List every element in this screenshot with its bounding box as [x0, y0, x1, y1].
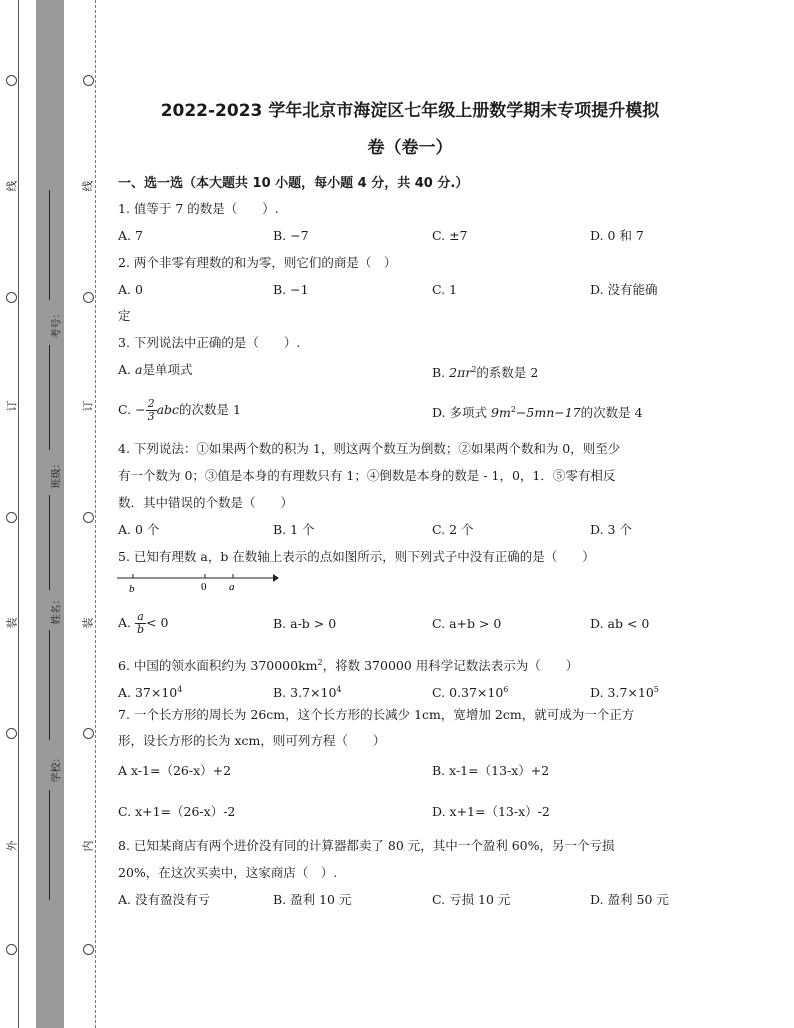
q2-option-d: D. 没有能确 — [590, 282, 658, 297]
exponent: 6 — [503, 685, 509, 694]
margin-char-nei: 内 — [81, 840, 95, 852]
option-label: D. 多项式 — [432, 405, 488, 421]
inner-dashed-line — [95, 0, 96, 1028]
section-heading: 一、选一选（本大题共 10 小题，每小题 4 分，共 40 分.） — [118, 176, 469, 191]
q4-option-d: D. 3 个 — [590, 522, 632, 537]
option-label: A. — [118, 362, 132, 377]
option-text: 是单项式 — [142, 362, 193, 377]
q7-line1: 7. 一个长方形的周长为 26cm，这个长方形的长减少 1cm，宽增加 2cm，就可成为一个正方 — [118, 707, 635, 722]
margin-char-xian: 线 — [81, 180, 95, 192]
name-label: 姓名： — [51, 594, 63, 625]
gray-binding-band — [36, 0, 64, 1028]
q1-option-d: D. 0 和 7 — [590, 228, 644, 243]
punch-hole — [83, 292, 94, 303]
punch-hole — [6, 292, 17, 303]
q6-stem — [118, 655, 578, 674]
q5-option-c: C. a+b > 0 — [432, 616, 502, 631]
punch-hole — [6, 512, 17, 523]
fraction — [135, 611, 146, 636]
exponent: 4 — [336, 685, 342, 694]
math-expression: abc — [156, 402, 180, 417]
q1-option-c: C. ±7 — [432, 228, 468, 243]
option-text: C. 0.37×10 — [432, 685, 504, 701]
outer-margin-line — [18, 0, 19, 1028]
q6-stem-text: 6. 中国的领水面积约为 370000km — [118, 658, 318, 674]
field-underline — [49, 190, 50, 300]
q3-option-d — [432, 402, 643, 421]
q4-line2: 有一个数为 0；③值是本身的有理数只有 1；④倒数是本身的数是 - 1，0，1．⑤零有相反 — [118, 468, 616, 483]
option-text: 的系数是 2 — [476, 365, 539, 381]
punch-hole — [83, 944, 94, 955]
page-title: 2022-2023 学年北京市海淀区七年级上册数学期末专项提升模拟 — [160, 101, 660, 121]
q6-stem-text-2: ，将数 370000 用科学记数法表示为（ ） — [322, 658, 579, 674]
fraction — [146, 398, 157, 423]
denominator: 3 — [147, 410, 155, 423]
denominator: b — [137, 623, 145, 636]
margin-char-zhuang: 装 — [5, 617, 19, 629]
q3-option-c — [118, 396, 241, 424]
q2-option-d-continued: 定 — [118, 308, 131, 323]
punch-hole — [6, 728, 17, 739]
margin-char-ding: 订 — [81, 400, 95, 412]
q3-option-b — [432, 362, 538, 381]
q8-option-a: A. 没有盈没有亏 — [118, 892, 210, 907]
q4-line3: 数．其中错误的个数是（ ） — [118, 495, 294, 510]
q1-option-a: A. 7 — [118, 228, 143, 243]
q7-option-a: A x-1=（26-x）+2 — [118, 763, 232, 778]
field-underline — [49, 630, 50, 740]
q4-option-a: A. 0 个 — [118, 522, 160, 537]
q1-stem: 1. 值等于 7 的数是（ ）. — [118, 201, 279, 216]
number-line-label-b: b — [129, 583, 135, 595]
punch-hole — [83, 512, 94, 523]
q8-option-b: B. 盈利 10 元 — [273, 892, 352, 907]
math-var: a — [135, 362, 143, 377]
option-text: < 0 — [146, 615, 169, 630]
number-line-label-zero: 0 — [201, 581, 207, 593]
exponent: 2 — [317, 658, 323, 667]
option-label: C. — [118, 402, 132, 417]
numerator: 2 — [147, 397, 155, 410]
class-label: 班级： — [51, 458, 63, 489]
q7-option-c: C. x+1=（26-x）-2 — [118, 804, 236, 819]
number-line-label-a: a — [229, 581, 235, 593]
margin-char-xian: 线 — [5, 180, 19, 192]
margin-char-zhuang: 装 — [81, 617, 95, 629]
q2-option-c: C. 1 — [432, 282, 458, 297]
q2-stem: 2. 两个非零有理数的和为零，则它们的商是（ ） — [118, 255, 397, 270]
q6-option-a — [118, 682, 182, 701]
q5-option-b: B. a-b > 0 — [273, 616, 337, 631]
math-expression: 2πr — [449, 365, 472, 381]
q5-stem: 5. 已知有理数 a，b 在数轴上表示的点如图所示，则下列式子中没有正确的是（ ） — [118, 549, 595, 564]
option-text: D. 3.7×10 — [590, 685, 654, 701]
field-underline — [49, 345, 50, 450]
number-line-figure — [115, 568, 280, 596]
margin-char-ding: 订 — [5, 400, 19, 412]
q2-option-a: A. 0 — [118, 282, 143, 297]
punch-hole — [6, 944, 17, 955]
margin-char-wai: 外 — [5, 840, 19, 852]
option-text: 的次数是 1 — [179, 402, 241, 417]
option-label: B. — [432, 365, 446, 381]
q6-option-c — [432, 682, 508, 701]
exponent: 4 — [177, 685, 183, 694]
exponent: 2 — [510, 405, 516, 414]
field-underline — [49, 790, 50, 900]
q7-option-d: D. x+1=（13-x）-2 — [432, 804, 550, 819]
exponent: 5 — [653, 685, 659, 694]
option-text: B. 3.7×10 — [273, 685, 337, 701]
minus-sign: − — [135, 402, 146, 417]
q3-stem: 3. 下列说法中正确的是（ ）. — [118, 335, 301, 350]
q3-option-a — [118, 362, 192, 378]
q2-option-b: B. −1 — [273, 282, 309, 297]
q7-option-b: B. x-1=（13-x）+2 — [432, 763, 550, 778]
exponent: 2 — [471, 365, 477, 374]
school-label: 学校： — [51, 752, 63, 783]
q7-line2: 形，设长方形的长为 xcm，则可列方程（ ） — [118, 733, 386, 748]
punch-hole — [6, 75, 17, 86]
option-text: 的次数是 4 — [580, 405, 643, 421]
option-text: A. 37×10 — [118, 685, 178, 701]
q8-option-d: D. 盈利 50 元 — [590, 892, 669, 907]
q5-option-a — [118, 608, 168, 638]
q4-option-b: B. 1 个 — [273, 522, 315, 537]
q6-option-b — [273, 682, 342, 701]
page-title-line2: 卷（卷一） — [367, 138, 453, 158]
q6-option-d — [590, 682, 659, 701]
q4-option-c: C. 2 个 — [432, 522, 474, 537]
option-label: A. — [118, 615, 132, 630]
punch-hole — [83, 728, 94, 739]
q8-line2: 20%，在这次买卖中，这家商店（ ）. — [118, 865, 338, 880]
numerator: a — [135, 611, 146, 624]
q4-line1: 4. 下列说法：①如果两个数的积为 1，则这两个数互为倒数；②如果两个数和为 0，则至少 — [118, 441, 621, 456]
q5-option-d: D. ab < 0 — [590, 616, 650, 631]
number-line-arrow — [273, 574, 279, 582]
punch-hole — [83, 75, 94, 86]
math-expression: 9m — [491, 405, 511, 421]
exam-number-label: 考号： — [51, 308, 63, 339]
q8-option-c: C. 亏损 10 元 — [432, 892, 511, 907]
math-expression: −5mn−17 — [515, 405, 581, 421]
q8-line1: 8. 已知某商店有两个进价没有同的计算器都卖了 80 元，其中一个盈利 60%，另一个亏损 — [118, 838, 615, 853]
q1-option-b: B. −7 — [273, 228, 309, 243]
field-underline — [49, 495, 50, 590]
